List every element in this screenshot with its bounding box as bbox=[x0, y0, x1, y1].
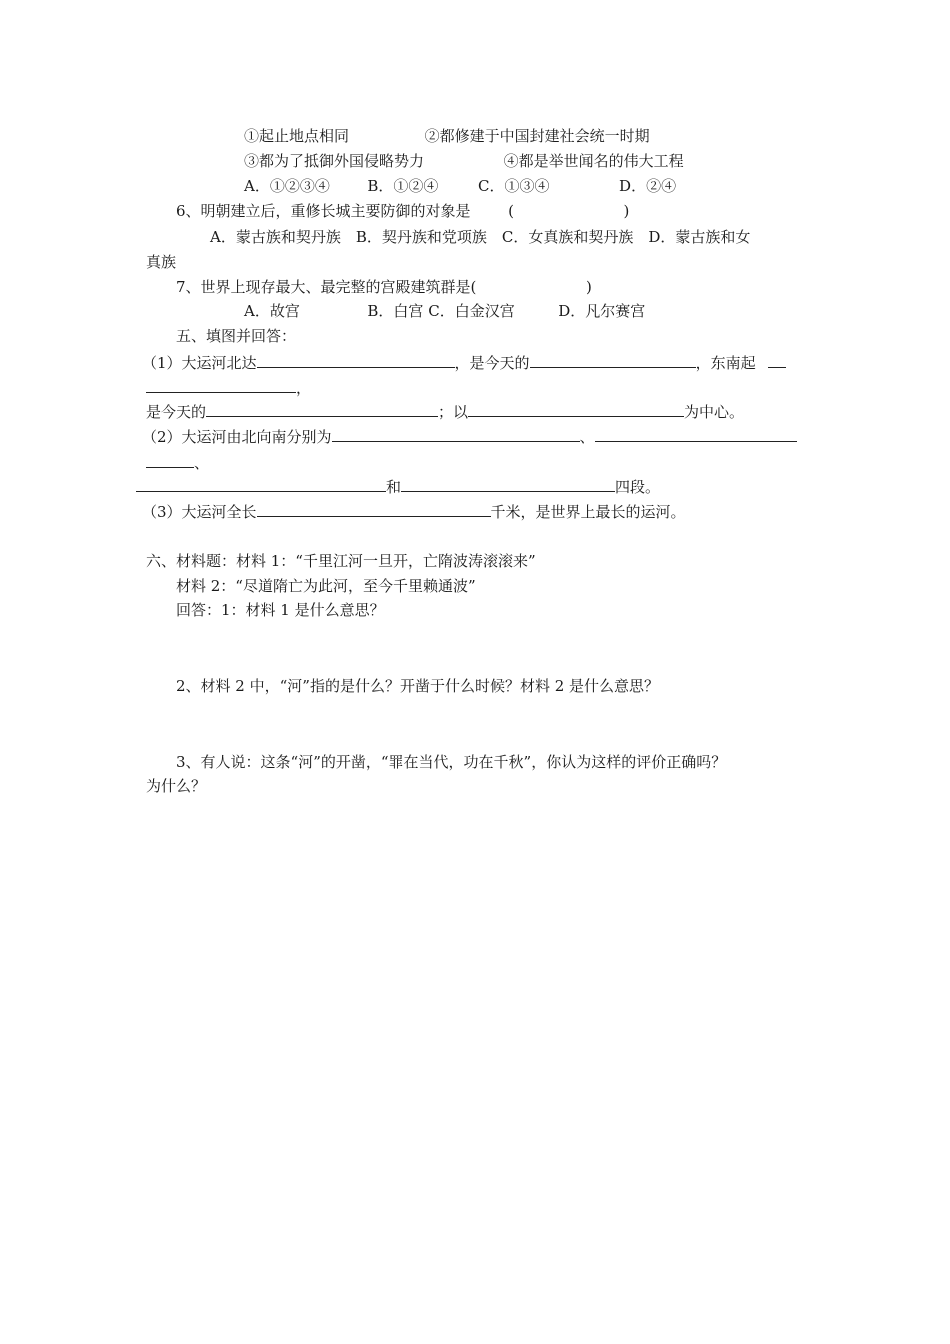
p1-label-today: ，是今天的 bbox=[454, 354, 530, 372]
section5-p2-line3 bbox=[136, 476, 660, 497]
question-1: 回答：1：材料 1 是什么意思？ bbox=[176, 601, 385, 619]
q6-stem: 6、明朝建立后，重修长城主要防御的对象是 bbox=[176, 202, 471, 220]
p1-label-today-2: 是今天的 bbox=[146, 403, 207, 421]
q6-choices-wrap: 真族 bbox=[146, 253, 177, 271]
p3-label: （3）大运河全长 bbox=[142, 503, 257, 521]
p1-label-north: （1）大运河北达 bbox=[142, 354, 257, 372]
q5-options-row-1 bbox=[244, 126, 650, 146]
q6-stem-line bbox=[176, 201, 629, 221]
q5-option-1: ①起止地点相同 bbox=[244, 127, 350, 145]
section5-p2-line1 bbox=[142, 426, 797, 447]
blank-segment-3[interactable] bbox=[136, 476, 386, 492]
blank-segment-4[interactable] bbox=[401, 476, 615, 492]
blank-north-today[interactable] bbox=[530, 352, 696, 368]
q5-choice-d: D．②④ bbox=[619, 177, 677, 195]
section5-heading: 五、填图并回答： bbox=[176, 327, 297, 345]
p2-end: 四段。 bbox=[615, 478, 661, 496]
q7-stem: 7、世界上现存最大、最完整的宫殿建筑群是( bbox=[176, 278, 477, 296]
blank-southeast-today[interactable] bbox=[206, 401, 438, 417]
blank-segment-1[interactable] bbox=[332, 426, 580, 442]
question-3-line2: 为什么？ bbox=[146, 777, 207, 795]
blank-segment-2-cont[interactable] bbox=[146, 452, 194, 468]
q7-stem-line bbox=[176, 277, 592, 297]
section5-p1-line2 bbox=[146, 377, 311, 398]
q5-options-row-2 bbox=[244, 151, 684, 171]
blank-southeast-start-cont[interactable] bbox=[146, 377, 296, 393]
q7-choice-a: A．故宫 bbox=[244, 302, 300, 320]
p1-comma: ， bbox=[296, 379, 312, 397]
q5-choice-c: C．①③④ bbox=[478, 177, 550, 195]
material-2: 材料 2：“尽道隋亡为此河，至今千里赖通波” bbox=[176, 577, 476, 595]
p2-sep-2: 、 bbox=[194, 454, 210, 472]
section6-heading: 六、材料题：材料 1：“千里江河一旦开，亡隋波涛滚滚来” bbox=[146, 552, 536, 570]
q5-option-3: ③都为了抵御外国侵略势力 bbox=[244, 152, 425, 170]
section5-p3 bbox=[142, 501, 686, 522]
q7-choices bbox=[244, 301, 645, 321]
blank-center[interactable] bbox=[468, 401, 684, 417]
p1-label-center: ；以 bbox=[438, 403, 469, 421]
question-3-line1: 3、有人说：这条“河”的开凿，“罪在当代，功在千秋”，你认为这样的评价正确吗？ bbox=[176, 753, 727, 771]
section5-p1-line3 bbox=[146, 401, 744, 422]
q6-paren-open: ( bbox=[508, 202, 514, 220]
blank-southeast-start[interactable] bbox=[768, 352, 786, 368]
p2-label: （2）大运河由北向南分别为 bbox=[142, 428, 332, 446]
q5-option-2: ②都修建于中国封建社会统一时期 bbox=[424, 127, 650, 145]
blank-length[interactable] bbox=[257, 501, 491, 517]
q5-choice-a: A．①②③④ bbox=[244, 177, 330, 195]
q6-paren-close: ) bbox=[623, 202, 630, 220]
q7-choice-c: C．白金汉宫 bbox=[428, 302, 515, 320]
section5-p1-line1 bbox=[142, 352, 786, 373]
p2-sep-1: 、 bbox=[579, 428, 595, 446]
p3-end: 千米，是世界上最长的运河。 bbox=[490, 503, 686, 521]
q5-choice-b: B．①②④ bbox=[367, 177, 439, 195]
q5-choices bbox=[244, 176, 676, 196]
blank-north-end[interactable] bbox=[257, 352, 455, 368]
q6-choices: A．蒙古族和契丹族 B．契丹族和党项族 C．女真族和契丹族 D．蒙古族和女 bbox=[210, 228, 751, 246]
q7-choice-b: B．白宫 bbox=[367, 302, 424, 320]
p2-and: 和 bbox=[386, 478, 402, 496]
p1-label-southeast: ，东南起 bbox=[695, 354, 756, 372]
q5-option-4: ④都是举世闻名的伟大工程 bbox=[503, 152, 684, 170]
question-2: 2、材料 2 中，“河”指的是什么？开凿于什么时候？材料 2 是什么意思？ bbox=[176, 677, 660, 695]
p1-label-center-end: 为中心。 bbox=[684, 403, 745, 421]
blank-segment-2[interactable] bbox=[595, 426, 797, 442]
q7-choice-d: D．凡尔赛宫 bbox=[558, 302, 646, 320]
q7-paren-close: ) bbox=[585, 278, 592, 296]
section5-p2-line2 bbox=[146, 452, 209, 473]
